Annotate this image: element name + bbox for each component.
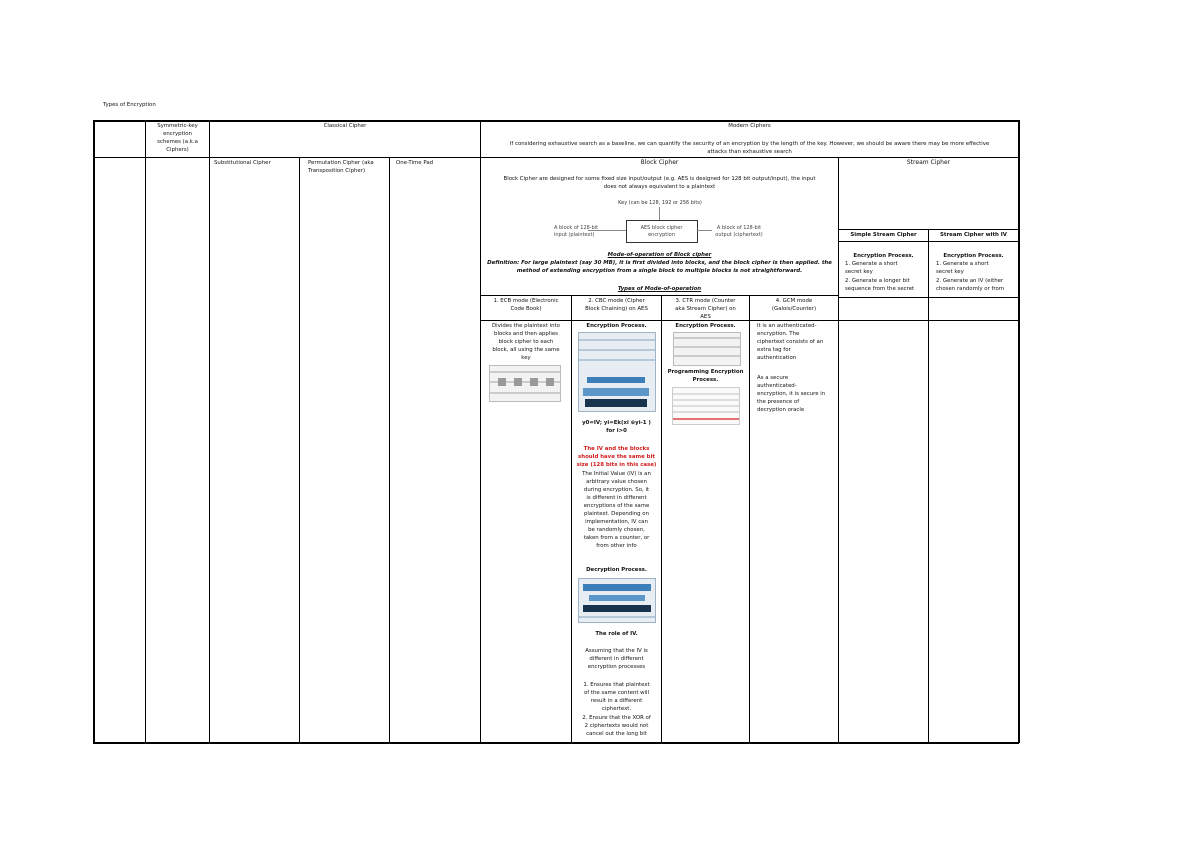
page-title: Types of Encryption [103,102,156,108]
key-label: Key (can be 128, 192 or 256 bits) [618,200,702,206]
modes-of-operation-title: Mode-of-operation of Block cipher [607,252,712,258]
ecb-diagram-image [489,365,561,402]
ctr-encryption-process-label: Encryption Process. [675,323,736,329]
permutation-cipher-heading-line2: Transposition Cipher) [308,168,366,174]
block-cipher-intro-line1: Block Cipher are designed for some fixed size input/output (e.g. AES is designed for 128 bit output/input), the input [503,176,816,182]
types-of-modes-title: Types of Mode-of-operation [617,286,702,292]
stream-cipher-heading: Stream Cipher [906,159,951,166]
modes-definition-line1: Definition: For large plaintext (say 30 MB), it is first divided into blocks, and the block cipher is then applied. the [487,260,832,266]
permutation-cipher-heading: Permutation Cipher (aka [308,160,374,166]
simple-stream-encryption-label: Encryption Process. [853,253,914,259]
cbc-encryption-diagram-image [578,332,656,412]
cbc-decryption-process-label: Decryption Process. [586,567,647,573]
stream-cipher-iv-heading: Stream Cipher with IV [940,232,1007,238]
block-cipher-intro-line2: does not always equivalent to a plaintext [603,184,716,190]
modes-definition-line2: method of extending encryption from a single block to multiple blocks is not straightforward. [516,268,803,274]
classical-cipher-heading: Classical Cipher [323,123,367,129]
modern-ciphers-heading: Modern Ciphers [728,123,771,129]
block-cipher-heading: Block Cipher [640,159,679,166]
substitutional-cipher-heading: Substitutional Cipher [214,160,271,166]
one-time-pad-heading: One-Time Pad [396,160,434,166]
modern-intro-line1: If considering exhaustive search as a baseline, we can quantify the security of an encryption by the length of the key. However, we should be aware there may be more effective [509,141,990,147]
ctr-code-screenshot-image [672,387,740,425]
cbc-encryption-process-label: Encryption Process. [586,323,647,329]
cbc-decryption-diagram-image [578,578,656,623]
modern-intro-line2: attacks than exhaustive search [707,149,792,155]
ctr-encryption-diagram-image [673,332,741,366]
diagram-output-label: A block of 128-bit [716,225,762,231]
cbc-role-of-iv-title: The role of IV. [595,631,638,637]
simple-stream-cipher-heading: Simple Stream Cipher [850,232,917,238]
diagram-input-label: A block of 128-bit [554,225,599,231]
iv-stream-encryption-label: Encryption Process. [943,253,1004,259]
